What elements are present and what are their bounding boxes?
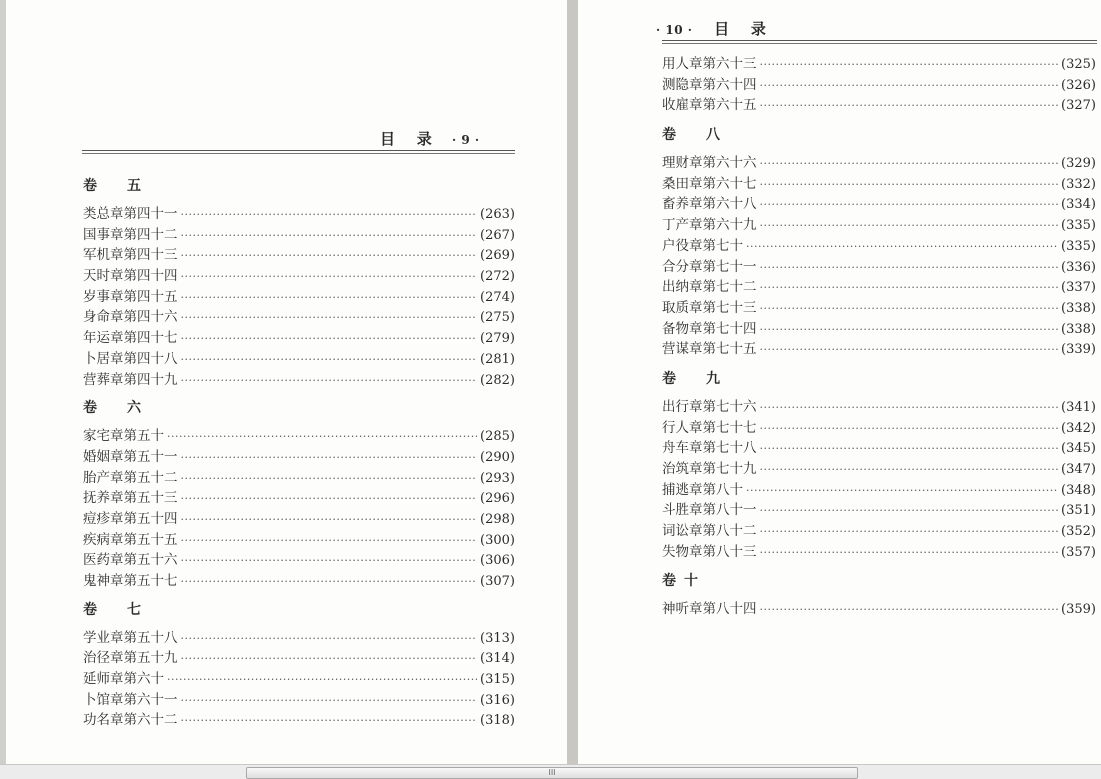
dot-leader (181, 267, 478, 288)
toc-entry-page: (339) (1061, 342, 1096, 358)
dot-leader (181, 205, 478, 226)
toc-entry[interactable] (662, 236, 1096, 257)
toc-entry-title: 功名章第六十二 (83, 712, 178, 729)
toc-entry-title: 户役章第七十 (662, 237, 743, 254)
left-header-title: 目 录 (380, 130, 433, 148)
toc-entry-title: 鬼神章第五十七 (83, 573, 178, 589)
toc-entry-page: (279) (480, 331, 515, 347)
dot-leader (181, 448, 478, 469)
volume-heading: 卷 八 (662, 127, 728, 144)
toc-entry[interactable] (662, 521, 1096, 542)
toc-entry[interactable] (662, 480, 1096, 501)
toc-entry-title: 测隐章第六十四 (662, 76, 757, 93)
dot-leader (181, 288, 478, 309)
dot-leader (760, 501, 1059, 522)
toc-entry-title: 捕逃章第八十 (662, 481, 743, 498)
toc-entry-page: (352) (1061, 524, 1096, 540)
toc-entry-title: 年运章第四十七 (83, 330, 178, 347)
toc-entry[interactable] (662, 257, 1096, 278)
toc-entry[interactable] (83, 349, 515, 370)
toc-entry-page: (351) (1061, 503, 1096, 519)
toc-entry-title: 出纳章第七十二 (662, 279, 757, 296)
toc-entry[interactable] (83, 690, 515, 711)
dot-leader (181, 711, 478, 732)
left-header-rule (82, 150, 515, 154)
right-header-page-number: · 10 · (656, 23, 693, 37)
toc-entry-title: 天时章第四十四 (83, 268, 178, 285)
page-gutter (567, 0, 578, 764)
toc-entry[interactable] (83, 571, 515, 592)
dot-leader (181, 469, 478, 490)
toc-entry[interactable] (83, 307, 515, 328)
toc-entry-page: (269) (480, 248, 515, 264)
dot-leader (181, 572, 478, 593)
dot-leader (760, 175, 1059, 196)
toc-entry-title: 岁事章第四十五 (83, 288, 178, 305)
toc-entry[interactable] (83, 328, 515, 349)
toc-entry[interactable] (662, 339, 1096, 360)
toc-entry-page: (314) (480, 651, 515, 667)
toc-entry-title: 失物章第八十三 (662, 543, 757, 560)
toc-entry-page: (296) (480, 491, 515, 507)
toc-entry-title: 身命章第四十六 (83, 309, 178, 326)
toc-entry-title: 卜馆章第六十一 (83, 691, 178, 708)
dot-leader (760, 340, 1059, 361)
toc-entry-page: (337) (1061, 280, 1096, 296)
toc-entry-page: (275) (480, 310, 515, 326)
dot-leader (181, 649, 478, 670)
scrollbar-grip-icon: III (548, 768, 556, 777)
toc-entry-page: (263) (480, 207, 515, 222)
dot-leader (181, 246, 478, 267)
toc-entry[interactable] (83, 628, 515, 649)
toc-entry-title: 营葬章第四十九 (83, 371, 178, 388)
dot-leader (760, 258, 1059, 279)
toc-entry-title: 合分章第七十一 (662, 258, 757, 275)
toc-entry-title: 神听章第八十四 (662, 601, 757, 618)
dot-leader (181, 308, 478, 329)
toc-entry-title: 桑田章第六十七 (662, 175, 757, 192)
toc-entry[interactable] (83, 245, 515, 266)
scrollbar-thumb[interactable] (246, 767, 858, 779)
toc-entry[interactable] (662, 194, 1096, 215)
toc-entry[interactable] (83, 509, 515, 530)
toc-entry[interactable] (662, 174, 1096, 195)
toc-entry-title: 疾病章第五十五 (83, 531, 178, 548)
dot-leader (746, 481, 1058, 502)
toc-entry-page: (357) (1061, 544, 1096, 560)
toc-entry-page: (267) (480, 227, 515, 243)
toc-entry-page: (318) (480, 713, 515, 729)
dot-leader (167, 427, 477, 448)
toc-entry-title: 治筑章第七十九 (662, 461, 757, 477)
toc-entry-page: (290) (480, 449, 515, 465)
volume-heading: 卷 六 (83, 400, 149, 417)
toc-entry-title: 婚姻章第五十一 (83, 448, 178, 465)
toc-entry[interactable] (83, 370, 515, 391)
dot-leader (760, 216, 1059, 237)
toc-entry-title: 斗胜章第八十一 (662, 502, 757, 519)
horizontal-scrollbar[interactable] (0, 764, 1101, 779)
toc-entry-page: (338) (1061, 300, 1096, 316)
toc-entry[interactable] (83, 648, 515, 669)
dot-leader (181, 629, 478, 650)
toc-entry[interactable] (662, 298, 1096, 319)
dot-leader (181, 551, 478, 572)
dot-leader (760, 76, 1059, 97)
toc-entry-page: (315) (480, 672, 515, 688)
toc-entry[interactable] (662, 542, 1096, 563)
volume-heading: 卷 九 (662, 370, 728, 387)
dot-leader (760, 320, 1059, 341)
toc-entry[interactable] (662, 500, 1096, 521)
toc-entry-title: 丁产章第六十九 (662, 217, 757, 234)
dot-leader (181, 691, 478, 712)
dot-leader (760, 96, 1059, 117)
toc-entry-page: (348) (1061, 482, 1096, 498)
toc-entry-title: 延师章第六十 (83, 671, 164, 688)
toc-entry-page: (335) (1061, 238, 1096, 254)
toc-entry[interactable] (662, 319, 1096, 340)
toc-entry-page: (298) (480, 511, 515, 527)
toc-entry-title: 家宅章第五十 (83, 428, 164, 445)
right-header-title: 目 录 (714, 20, 767, 38)
toc-entry-page: (335) (1061, 218, 1096, 234)
toc-entry-page: (329) (1061, 156, 1096, 172)
toc-entry-title: 收雇章第六十五 (662, 97, 757, 114)
toc-entry-page: (285) (480, 429, 515, 445)
dot-leader (181, 510, 478, 531)
right-page (578, 0, 1101, 764)
toc-entry[interactable] (83, 468, 515, 489)
toc-entry-title: 国事章第四十二 (83, 226, 178, 243)
toc-entry[interactable] (83, 550, 515, 571)
toc-entry-page: (282) (480, 372, 515, 388)
dot-leader (760, 299, 1059, 320)
toc-entry-title: 取质章第七十三 (662, 299, 757, 316)
toc-entry[interactable] (662, 54, 1096, 75)
dot-leader (760, 439, 1059, 460)
right-header-rule (662, 40, 1097, 44)
toc-entry-page: (332) (1061, 176, 1096, 192)
right-page-header (656, 18, 766, 39)
dot-leader (760, 195, 1059, 216)
right-toc (662, 54, 1096, 620)
toc-entry-title: 治径章第五十九 (83, 650, 178, 667)
toc-entry-page: (347) (1061, 462, 1096, 477)
dot-leader (181, 531, 478, 552)
toc-entry-page: (293) (480, 470, 515, 486)
dot-leader (760, 600, 1059, 621)
toc-entry-title: 理财章第六十六 (662, 155, 757, 172)
toc-entry-title: 畜养章第六十八 (662, 196, 757, 213)
dot-leader (181, 226, 478, 247)
toc-entry-title: 胎产章第五十二 (83, 469, 178, 486)
left-page-header (380, 128, 480, 149)
dot-leader (167, 670, 477, 691)
toc-entry-page: (307) (480, 574, 515, 589)
toc-entry-page: (316) (480, 692, 515, 708)
dot-leader (760, 460, 1059, 481)
toc-entry[interactable] (662, 599, 1096, 620)
dot-leader (746, 237, 1058, 258)
toc-entry-page: (345) (1061, 441, 1096, 457)
toc-entry[interactable] (662, 438, 1096, 459)
toc-entry-title: 类总章第四十一 (83, 206, 178, 222)
toc-entry[interactable] (662, 95, 1096, 116)
toc-entry-page: (306) (480, 553, 515, 569)
volume-heading: 卷 五 (83, 178, 149, 194)
toc-entry-title: 痘疹章第五十四 (83, 510, 178, 527)
dot-leader (760, 543, 1059, 564)
toc-entry-title: 营谋章第七十五 (662, 341, 757, 358)
toc-entry-title: 出行章第七十六 (662, 398, 757, 415)
dot-leader (760, 419, 1059, 440)
volume-heading: 卷 七 (83, 601, 149, 618)
toc-entry-page: (338) (1061, 321, 1096, 337)
toc-entry-page: (272) (480, 269, 515, 285)
toc-entry-page: (325) (1061, 57, 1096, 72)
toc-entry[interactable] (83, 204, 515, 225)
toc-entry-title: 卜居章第四十八 (83, 350, 178, 367)
left-toc (83, 176, 515, 731)
toc-entry[interactable] (662, 215, 1096, 236)
toc-entry-title: 抚养章第五十三 (83, 490, 178, 507)
dot-leader (181, 489, 478, 510)
toc-entry[interactable] (662, 459, 1096, 480)
toc-entry-title: 用人章第六十三 (662, 56, 757, 72)
toc-entry[interactable] (662, 75, 1096, 96)
toc-entry[interactable] (83, 287, 515, 308)
toc-entry[interactable] (83, 266, 515, 287)
toc-entry[interactable] (662, 397, 1096, 418)
toc-entry[interactable] (83, 447, 515, 468)
dot-leader (760, 278, 1059, 299)
toc-entry[interactable] (662, 277, 1096, 298)
toc-entry-page: (334) (1061, 197, 1096, 213)
toc-entry[interactable] (83, 669, 515, 690)
toc-entry-page: (313) (480, 630, 515, 646)
toc-entry[interactable] (83, 710, 515, 731)
dot-leader (760, 154, 1059, 175)
toc-entry-page: (336) (1061, 259, 1096, 275)
toc-entry-title: 行人章第七十七 (662, 419, 757, 436)
toc-entry[interactable] (83, 225, 515, 246)
toc-entry[interactable] (662, 418, 1096, 439)
toc-entry-page: (327) (1061, 98, 1096, 114)
dot-leader (181, 329, 478, 350)
left-page (6, 0, 567, 764)
toc-entry-title: 医药章第五十六 (83, 552, 178, 569)
dot-leader (760, 398, 1059, 419)
toc-entry-page: (342) (1061, 420, 1096, 436)
toc-entry-title: 军机章第四十三 (83, 247, 178, 264)
toc-entry[interactable] (83, 426, 515, 447)
toc-entry[interactable] (83, 530, 515, 551)
volume-heading: 卷十 (662, 573, 706, 590)
left-header-page-number: · 9 · (451, 133, 480, 147)
dot-leader (181, 350, 478, 371)
toc-entry-page: (274) (480, 289, 515, 305)
toc-entry[interactable] (662, 153, 1096, 174)
dot-leader (760, 522, 1059, 543)
toc-entry-title: 舟车章第七十八 (662, 440, 757, 457)
toc-entry-page: (326) (1061, 77, 1096, 93)
toc-entry-page: (281) (480, 351, 515, 367)
dot-leader (760, 55, 1059, 76)
toc-entry[interactable] (83, 488, 515, 509)
toc-entry-title: 学业章第五十八 (83, 629, 178, 646)
toc-entry-page: (341) (1061, 399, 1096, 415)
toc-entry-page: (300) (480, 532, 515, 548)
dot-leader (181, 371, 478, 392)
toc-entry-title: 词讼章第八十二 (662, 523, 757, 540)
toc-entry-title: 备物章第七十四 (662, 320, 757, 337)
toc-entry-page: (359) (1061, 602, 1096, 618)
